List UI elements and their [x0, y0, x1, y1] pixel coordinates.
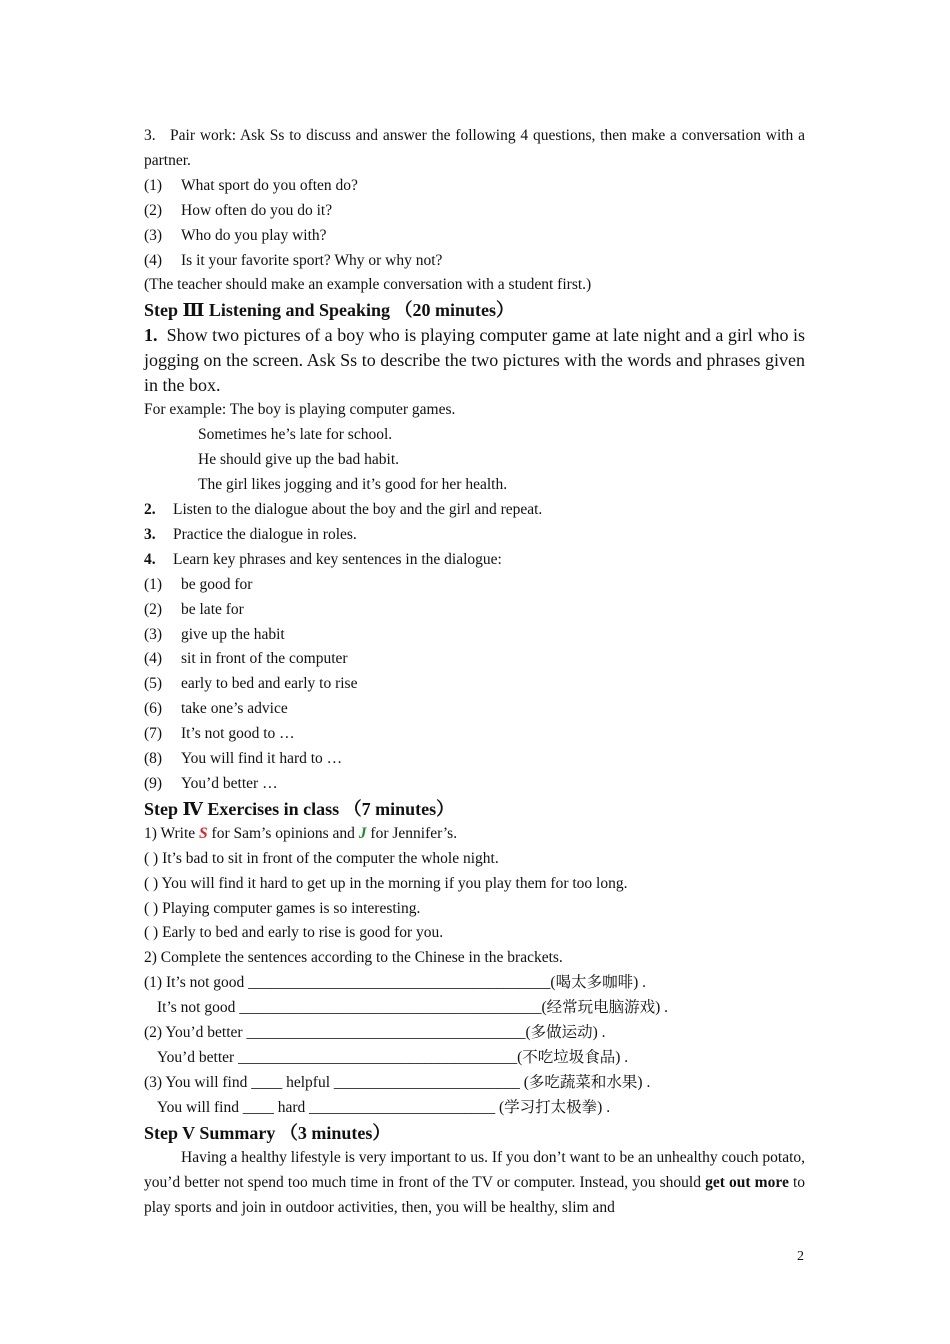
phrase-item: (3) give up the habit: [144, 625, 285, 643]
exercise2-line: (2) You’d better ____________________________________(多做运动) .: [144, 1024, 606, 1042]
example-line: The girl likes jogging and it’s good for her health.: [198, 476, 508, 494]
example-line: Sometimes he’s late for school.: [198, 426, 393, 444]
step5-heading: Step V Summary （3 minutes）: [144, 1122, 391, 1143]
step4-heading: Step Ⅳ Exercises in class （7 minutes）: [144, 798, 455, 819]
example-line: He should give up the bad habit.: [198, 451, 400, 469]
exercise2-line: You will find ____ hard ________________________ (学习打太极拳) .: [157, 1098, 611, 1116]
phrase-item: (2) be late for: [144, 600, 244, 618]
phrase-item: (5) early to bed and early to rise: [144, 675, 358, 693]
teacher-note: (The teacher should make an example conversation with a student first.): [144, 276, 592, 294]
phrase-item: (9) You’d better …: [144, 774, 278, 792]
exercise2-line: You’d better ____________________________________(不吃垃圾食品) .: [157, 1049, 629, 1066]
step3-item-2: 2. Listen to the dialogue about the boy and the girl and repeat.: [144, 500, 543, 518]
exercise1-item: ( ) Playing computer games is so interesting.: [144, 899, 421, 917]
exercise1-item: ( ) It’s bad to sit in front of the computer the whole night.: [144, 849, 499, 867]
question-item: (4) Is it your favorite sport? Why or why not?: [144, 251, 443, 269]
phrase-list: [144, 573, 805, 797]
step3-item-4: 4. Learn key phrases and key sentences in the dialogue:: [144, 550, 502, 568]
exercise2-line: It’s not good _______________________________________(经常玩电脑游戏) .: [157, 999, 669, 1017]
jennifer-label: J: [358, 824, 367, 842]
exercise2-line: (3) You will find ____ helpful ________________________ (多吃蔬菜和水果) .: [144, 1073, 651, 1091]
exercise1-item: ( ) You will find it hard to get up in the morning if you play them for too long.: [144, 874, 628, 892]
step3-item-3: 3. Practice the dialogue in roles.: [144, 525, 357, 543]
step3-item-1: 1. Show two pictures of a boy who is playing computer game at late night and a girl who is jogging on the screen. Ask Ss to describe the two pictures with the words and phrases given in the box.: [144, 325, 805, 396]
phrase-item: (1) be good for: [144, 575, 253, 593]
question-list: [144, 174, 805, 274]
exercise1-instruction: 1) Write S for Sam’s opinions and J for Jennifer’s.: [144, 824, 458, 842]
pair-work-heading: 3. Pair work: Ask Ss to discuss and answer the following 4 questions, then make a conversation with a partner.: [144, 127, 805, 169]
phrase-item: (4) sit in front of the computer: [144, 650, 348, 668]
exercise1-item: ( ) Early to bed and early to rise is good for you.: [144, 924, 444, 942]
question-item: (1) What sport do you often do?: [144, 176, 358, 194]
exercise2-line: (1) It’s not good _______________________________________(喝太多咖啡) .: [144, 974, 647, 992]
sam-label: S: [199, 824, 208, 842]
page-content: [144, 124, 805, 1220]
example-label: For example: The boy is playing computer games.: [144, 401, 456, 419]
question-item: (3) Who do you play with?: [144, 226, 327, 244]
page-number: 2: [797, 1249, 804, 1264]
step3-heading: Step Ⅲ Listening and Speaking （20 minutes）: [144, 300, 515, 321]
question-item: (2) How often do you do it?: [144, 201, 333, 219]
phrase-item: (8) You will find it hard to …: [144, 750, 343, 768]
phrase-item: (6) take one’s advice: [144, 700, 288, 718]
exercise2-instruction: 2) Complete the sentences according to the Chinese in the brackets.: [144, 949, 563, 967]
phrase-item: (7) It’s not good to …: [144, 725, 295, 743]
summary-paragraph: Having a healthy lifestyle is very important to us. If you don’t want to be an unhealthy couch potato, you’d better not spend too much time in front of the TV or computer. Instead, you should get out more to play sports and join in outdoor activities, then, you will be healthy, slim and: [144, 1148, 806, 1216]
